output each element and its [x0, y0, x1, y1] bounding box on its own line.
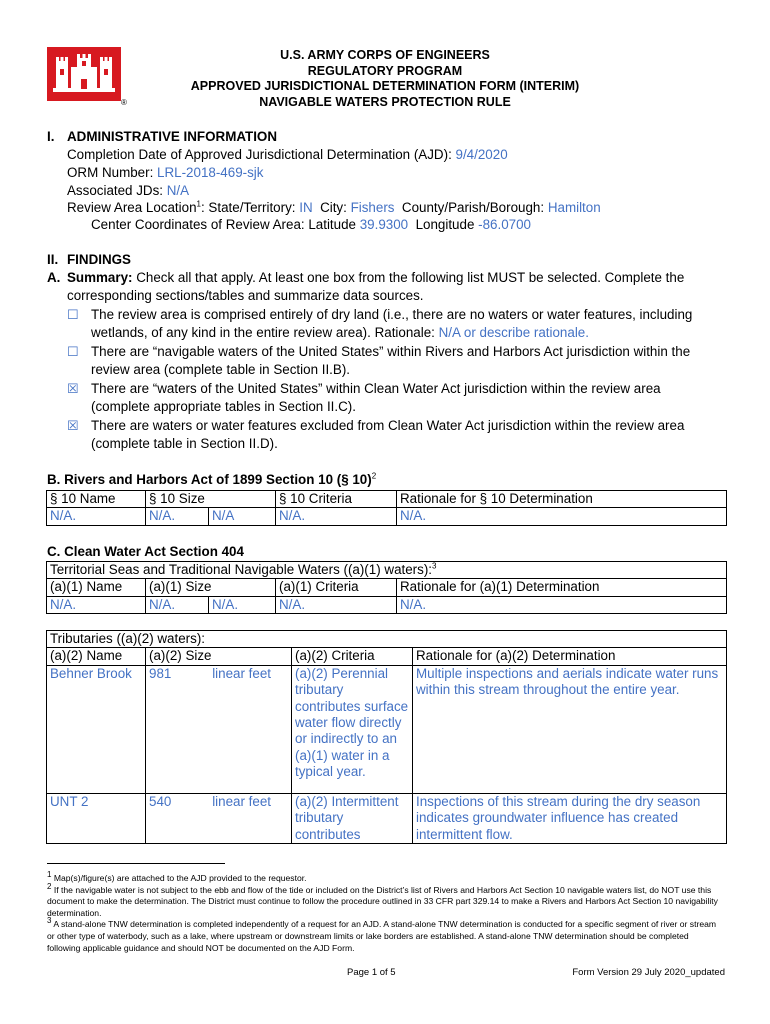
longitude-label: Longitude	[408, 217, 479, 232]
checkbox-row-cwa-cont: (complete appropriate tables in Section II.C).	[91, 399, 356, 414]
table-row	[47, 793, 727, 843]
table-row	[47, 665, 727, 793]
checkbox-excluded-waters[interactable]: ☒	[67, 418, 79, 433]
footnote-num: 1	[47, 870, 52, 880]
associated-jds-line	[67, 182, 189, 199]
col-header: § 10 Criteria	[276, 491, 397, 508]
section-2-number: II.	[47, 252, 59, 267]
col-header: (a)(2) Name	[47, 648, 146, 665]
footnote-num: 2	[47, 881, 52, 891]
footnotes	[47, 870, 723, 954]
a1-title-text: Territorial Seas and Traditional Navigable Waters ((a)(1) waters):	[50, 562, 433, 577]
checkbox-row-dry-land[interactable]	[67, 306, 692, 323]
section-2-heading: FINDINGS	[67, 252, 131, 267]
a2-table	[46, 630, 727, 844]
col-header: (a)(2) Criteria	[292, 648, 413, 665]
checkbox-row-excluded-cont: (complete table in Section II.D).	[91, 436, 278, 451]
check-text: There are “waters of the United States” within Clean Water Act jurisdiction within the review area	[91, 381, 661, 396]
city-label: City:	[312, 200, 351, 215]
rha-table	[46, 490, 727, 526]
summary-line-2: corresponding sections/tables and summarize data sources.	[67, 288, 424, 303]
checkbox-row-excluded[interactable]	[67, 417, 684, 434]
summary-line-1	[67, 269, 684, 286]
checkbox-rha-waters[interactable]: ☐	[67, 344, 79, 359]
table-cell: 981	[146, 665, 209, 793]
checkbox-row-rha[interactable]	[67, 343, 690, 360]
orm-number-line	[67, 164, 263, 181]
check-text: There are waters or water features excluded from Clean Water Act jurisdiction within the review area	[91, 418, 685, 433]
table-cell: N/A.	[47, 596, 146, 613]
city-value: Fishers	[350, 200, 395, 215]
table-cell: Multiple inspections and aerials indicate water runs within this stream throughout the entire year.	[413, 665, 727, 793]
table-cell: N/A.	[397, 596, 727, 613]
a1-table	[46, 561, 727, 614]
footnote-text: Map(s)/figure(s) are attached to the AJD provided to the requestor.	[51, 873, 307, 883]
castle-icon	[47, 47, 121, 101]
orm-number-value: LRL-2018-469-sjk	[157, 165, 264, 180]
col-header: Rationale for § 10 Determination	[397, 491, 727, 508]
usace-castle-logo	[47, 47, 121, 101]
orm-label: ORM Number:	[67, 165, 158, 180]
footnote-divider	[47, 863, 225, 864]
assoc-label: Associated JDs:	[67, 183, 167, 198]
form-title: APPROVED JURISDICTIONAL DETERMINATION FORM (INTERIM)	[190, 79, 580, 93]
footnote-3	[47, 916, 723, 954]
footnote-text: If the navigable water is not subject to the ebb and flow of the tide or included on the District’s list of Rivers and Harbors Act Section 10 navigable waters list, do NOT use this document to make the determination. The District must continue to follow the procedure outlined in 33 CFR part 329.14 to make a Rivers and Harbors Act Section 10 navigability determination.	[47, 884, 718, 918]
review-label: Review Area Location	[67, 200, 197, 215]
table-cell: N/A.	[276, 596, 397, 613]
col-header: (a)(2) Size	[146, 648, 292, 665]
table-header-row	[47, 491, 727, 508]
table-title-row	[47, 631, 727, 648]
table-cell: 540	[146, 793, 209, 843]
cwa-heading: C. Clean Water Act Section 404	[47, 544, 244, 559]
table-cell: N/A.	[47, 508, 146, 525]
check-text: The review area is comprised entirely of dry land (i.e., there are no waters or water features, including	[91, 307, 693, 322]
table-cell: UNT 2	[47, 793, 146, 843]
form-version: Form Version 29 July 2020_updated	[572, 967, 725, 978]
checkbox-row-rha-cont: review area (complete table in Section II.B).	[91, 362, 351, 377]
table-title-row	[47, 562, 727, 579]
state-value: IN	[299, 200, 313, 215]
county-label: County/Parish/Borough:	[394, 200, 548, 215]
review-area-line	[67, 199, 601, 216]
table-cell: N/A.	[397, 508, 727, 525]
county-value: Hamilton	[547, 200, 601, 215]
table-cell: N/A.	[209, 596, 276, 613]
col-header: (a)(1) Name	[47, 579, 146, 596]
table-cell: (a)(2) Intermittent tributary contributes	[292, 793, 413, 843]
checkbox-row-cwa[interactable]	[67, 380, 661, 397]
col-header: § 10 Name	[47, 491, 146, 508]
table-row	[47, 596, 727, 613]
checkbox-cwa-waters[interactable]: ☒	[67, 381, 79, 396]
program-name: REGULATORY PROGRAM	[307, 63, 463, 78]
footnote-ref-3: 3	[432, 561, 437, 571]
org-name: U.S. ARMY CORPS OF ENGINEERS	[280, 48, 490, 62]
checkbox-row-dry-land-cont	[91, 324, 589, 341]
table-header-row	[47, 579, 727, 596]
center-coordinates-line	[91, 216, 531, 233]
rha-heading-text: B. Rivers and Harbors Act of 1899 Section 10 (§ 10)	[47, 472, 372, 487]
summary-label: Summary:	[67, 270, 133, 285]
a2-table-title: Tributaries ((a)(2) waters):	[47, 631, 727, 648]
table-cell: Behner Brook	[47, 665, 146, 793]
completion-date-line	[67, 146, 508, 163]
associated-jds-value: N/A	[166, 183, 190, 198]
footnote-text: A stand-alone TNW determination is completed independently of a request for an AJD. A stand-alone TNW determination is conducted for a specific segment of river or stream or other type of waterbody, such as a lake, where upstream or downstream limits or lake borders are established. A stand-alone TNW determination should be completed following applicable guidance and should NOT be documented on the AJD Form.	[47, 919, 717, 953]
table-row	[47, 508, 727, 525]
completion-label: Completion Date of Approved Jurisdictional Determination (AJD):	[67, 147, 456, 162]
col-header: Rationale for (a)(1) Determination	[397, 579, 727, 596]
check-text: There are “navigable waters of the United States” within Rivers and Harbors Act jurisdiction within the	[91, 344, 691, 359]
latitude-value: 39.9300	[359, 217, 409, 232]
summary-text-1: Check all that apply. At least one box from the following list MUST be selected. Complete the	[132, 270, 685, 285]
summary-letter: A.	[47, 270, 61, 285]
longitude-value: -86.0700	[478, 217, 531, 232]
col-header: § 10 Size	[146, 491, 276, 508]
table-cell: N/A	[209, 508, 276, 525]
section-1-heading: ADMINISTRATIVE INFORMATION	[67, 129, 278, 144]
page-number: Page 1 of 5	[347, 967, 396, 978]
a1-table-title	[47, 562, 727, 579]
table-cell: N/A.	[146, 508, 209, 525]
check-text: wetlands, of any kind in the entire review area). Rationale:	[91, 325, 439, 340]
table-cell: (a)(2) Perennial tributary contributes surface water flow directly or indirectly to an (a)(1) water in a typical year.	[292, 665, 413, 793]
table-cell: linear feet	[208, 665, 292, 793]
registered-mark: ®	[121, 98, 127, 107]
completion-date-value: 9/4/2020	[455, 147, 508, 162]
state-label: : State/Territory:	[200, 200, 300, 215]
form-header	[150, 48, 620, 110]
rule-name: NAVIGABLE WATERS PROTECTION RULE	[259, 94, 511, 109]
footnote-ref-1: 1	[196, 199, 201, 209]
center-label: Center Coordinates of Review Area: Latitude	[91, 217, 360, 232]
rationale-placeholder: N/A or describe rationale.	[438, 325, 589, 340]
col-header: (a)(1) Criteria	[276, 579, 397, 596]
footnote-ref-2: 2	[371, 471, 377, 481]
footnote-num: 3	[47, 916, 52, 926]
section-1-number: I.	[47, 129, 55, 144]
footnote-2	[47, 881, 723, 920]
table-cell: linear feet	[208, 793, 292, 843]
rha-heading	[47, 471, 376, 488]
footnote-1	[47, 870, 723, 885]
table-cell: N/A.	[276, 508, 397, 525]
table-header-row	[47, 648, 727, 665]
col-header: Rationale for (a)(2) Determination	[413, 648, 727, 665]
table-cell: Inspections of this stream during the dry season indicates groundwater influence has created intermittent flow.	[413, 793, 727, 843]
col-header: (a)(1) Size	[146, 579, 276, 596]
checkbox-dry-land[interactable]: ☐	[67, 307, 79, 322]
table-cell: N/A.	[146, 596, 209, 613]
